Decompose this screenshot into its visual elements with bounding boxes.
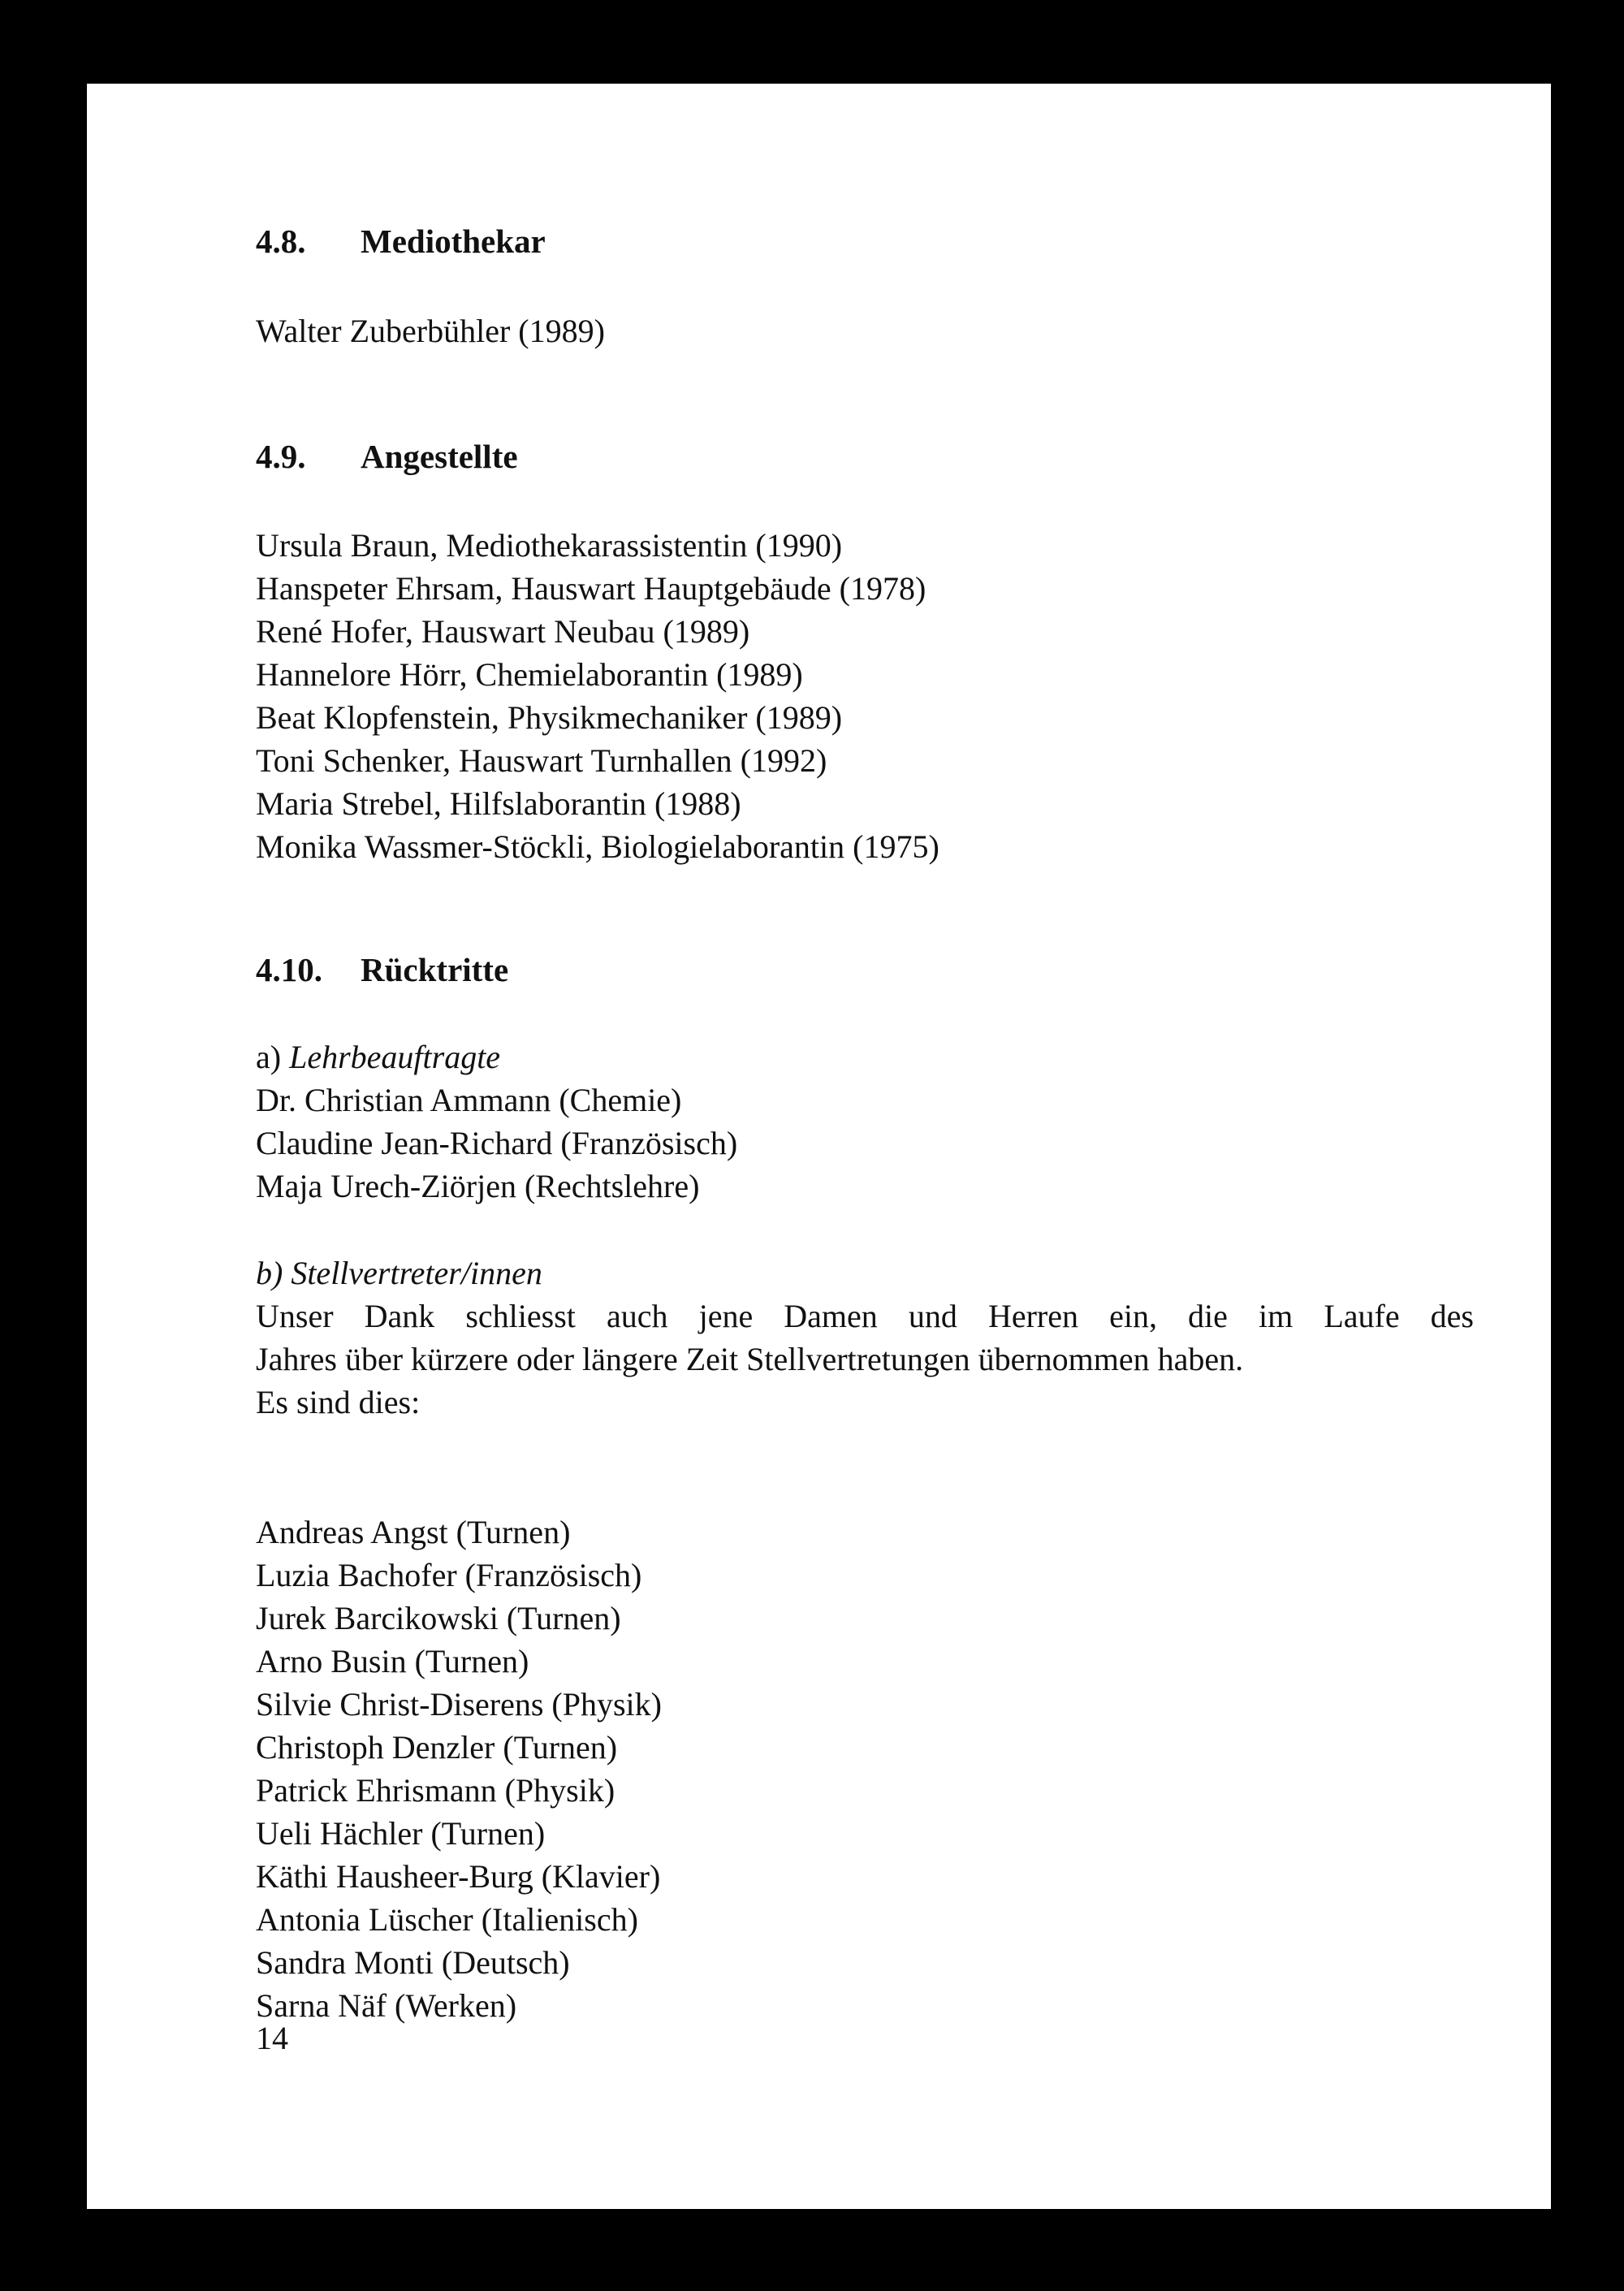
section-number: 4.9. (256, 438, 306, 475)
paragraph-line: Unser Dank schliesst auch jene Damen und Herren ein, die im Laufe des (256, 1298, 1474, 1334)
list-item: Ursula Braun, Mediothekarassistentin (1990) (256, 527, 843, 564)
list-item: Hanspeter Ehrsam, Hauswart Hauptgebäude (1978) (256, 570, 926, 607)
list-item: Beat Klopfenstein, Physikmechaniker (1989) (256, 699, 843, 736)
list-item: Walter Zuberbühler (1989) (256, 313, 605, 349)
list-item: Sandra Monti (Deutsch) (256, 1944, 570, 1981)
angestellte-list (256, 524, 1490, 868)
list-item: Silvie Christ-Diserens (Physik) (256, 1686, 662, 1723)
subsection-title: Lehrbeauftragte (289, 1039, 501, 1075)
page-number: 14 (256, 2020, 288, 2056)
section-title: Rücktritte (361, 951, 509, 988)
list-item: Luzia Bachofer (Französisch) (256, 1557, 642, 1593)
section-number: 4.8. (256, 223, 306, 260)
document-page (87, 84, 1551, 2209)
list-item: Claudine Jean-Richard (Französisch) (256, 1125, 738, 1161)
subsection-label-b: b) Stellvertreter/innen (256, 1255, 542, 1291)
list-item: Käthi Hausheer-Burg (Klavier) (256, 1858, 661, 1895)
subsection-prefix: a) (256, 1039, 290, 1075)
lehrbeauftragte-list (256, 1035, 1490, 1208)
list-item: Maja Urech-Ziörjen (Rechtslehre) (256, 1168, 700, 1204)
list-item: Jurek Barcikowski (Turnen) (256, 1600, 621, 1636)
list-item: Maria Strebel, Hilfslaborantin (1988) (256, 785, 741, 822)
list-item: Antonia Lüscher (Italienisch) (256, 1901, 638, 1938)
stellvertreter-section (256, 1251, 1490, 1424)
section-title: Mediothekar (361, 223, 546, 260)
paragraph-line: Jahres über kürzere oder längere Zeit Stellvertretungen übernommen haben. (256, 1341, 1244, 1377)
section-heading-4-10 (256, 949, 508, 992)
list-item: Arno Busin (Turnen) (256, 1643, 529, 1679)
section-number: 4.10. (256, 951, 322, 988)
list-item: Dr. Christian Ammann (Chemie) (256, 1082, 682, 1118)
list-item: Hannelore Hörr, Chemielaborantin (1989) (256, 656, 803, 693)
section-heading-4-9 (256, 435, 518, 478)
list-item: Christoph Denzler (Turnen) (256, 1729, 618, 1766)
list-item: Andreas Angst (Turnen) (256, 1514, 571, 1550)
mediothekar-list (256, 309, 1490, 352)
list-item: Sarna Näf (Werken) (256, 1987, 517, 2024)
subsection-label-a (256, 1035, 1490, 1078)
list-item: Monika Wassmer-Stöckli, Biologielaborantin (1975) (256, 828, 939, 865)
list-item: Toni Schenker, Hauswart Turnhallen (1992) (256, 742, 827, 779)
list-item: René Hofer, Hauswart Neubau (1989) (256, 613, 750, 650)
paragraph-line: Es sind dies: (256, 1384, 421, 1420)
section-heading-4-8 (256, 220, 546, 263)
list-item: Patrick Ehrismann (Physik) (256, 1772, 615, 1809)
stellvertreter-list (256, 1511, 1490, 2027)
section-title: Angestellte (361, 438, 518, 475)
list-item: Ueli Hächler (Turnen) (256, 1815, 546, 1852)
